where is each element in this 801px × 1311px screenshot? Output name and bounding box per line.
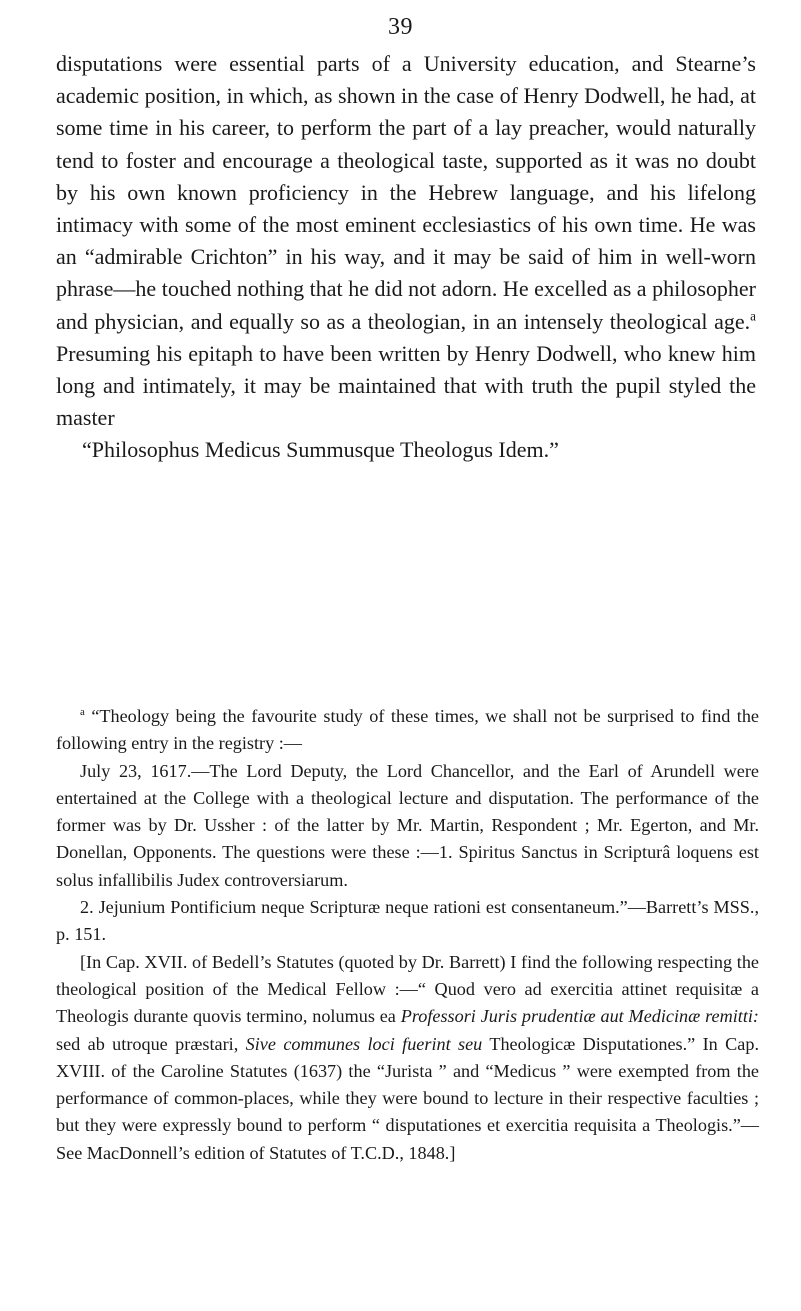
body-paragraph xyxy=(56,48,756,434)
body-paragraph-text: disputations were essential parts of a University education, and Stearne’s academic position, in which, as shown in the case of Henry Dodwell, he had, at some time in his career, to perform the part of a lay preacher, would naturally tend to foster and encourage a theological taste, supported as it was no doubt by his own known proficiency in the Hebrew language, and his lifelong intimacy with some of the most eminent ecclesiastics of his own time. He was an “admirable Crichton” in his way, and it may be said of him in well-worn phrase—he touched nothing that he did not adorn. He excelled as a philosopher and physician, and equally so as a theologian, in an intensely theological age. xyxy=(56,51,756,334)
footnote-registry-entry: July 23, 1617.—The Lord Deputy, the Lord Chancellor, and the Earl of Arundell were entertained at the College with a theological lecture and disputation. The performance of the former was by Dr. Ussher : of the latter by Mr. Martin, Respondent ; Mr. Egerton, and Mr. Donellan, Opponents. The questions were these :—1. Spiritus Sanctus in Scripturâ loquens est solus infallibilis Judex controversiarum. xyxy=(56,760,759,890)
footnote-intro-text: “Theology being the favourite study of these times, we shall not be surprised to find the following entry in the registry :— xyxy=(56,706,759,754)
body-paragraph-tail: Presuming his epitaph to have been written by Henry Dodwell, who knew him long and intimately, it may be maintained that with truth the pupil styled the master xyxy=(56,340,756,431)
bedell-italic-2: Sive communes loci fuerint seu xyxy=(245,1033,483,1054)
bedell-italic-1: Professori Juris prudentiæ aut Medicinæ remitti: xyxy=(400,1006,759,1027)
footnote-bedell-statutes xyxy=(56,949,759,1167)
footnote-reference: a xyxy=(750,308,756,324)
bedell-text-1: [In Cap. XVII. of Bedell’s Statutes (quoted by Dr. Barrett) I find the following respecting the theological position of the Medical Fellow :—“ Quod vero ad exercitia attinet requisitæ a Theologis durante quovis termino, nolumus ea xyxy=(56,951,759,1027)
footnote-intro xyxy=(56,703,759,758)
footnote-question-two: 2. Jejunium Pontificium neque Scripturæ neque rationi est consentaneum.”—Barrett’s MSS., p. 151. xyxy=(56,897,759,945)
bedell-text-2: sed ab utroque præstari, xyxy=(56,1033,246,1054)
bedell-text-3: Theologicæ Disputationes.” In Cap. XVIII. of the Caroline Statutes (1637) the “Jurista ” and “Medicus ” were exempted from the performance of common-places, while they were bound to lecture in their respective faculties ; but they were expressly bound to perform “ disputationes et exercitia requisita a Theologis.”—See MacDonnell’s edition of Statutes of T.C.D., 1848.] xyxy=(56,1033,759,1163)
epitaph-quote: “Philosophus Medicus Summusque Theologus Idem.” xyxy=(82,437,559,463)
footnote-marker: a xyxy=(80,705,85,718)
footnotes xyxy=(56,703,759,1167)
main-text xyxy=(56,48,756,467)
page-number: 39 xyxy=(388,14,413,40)
